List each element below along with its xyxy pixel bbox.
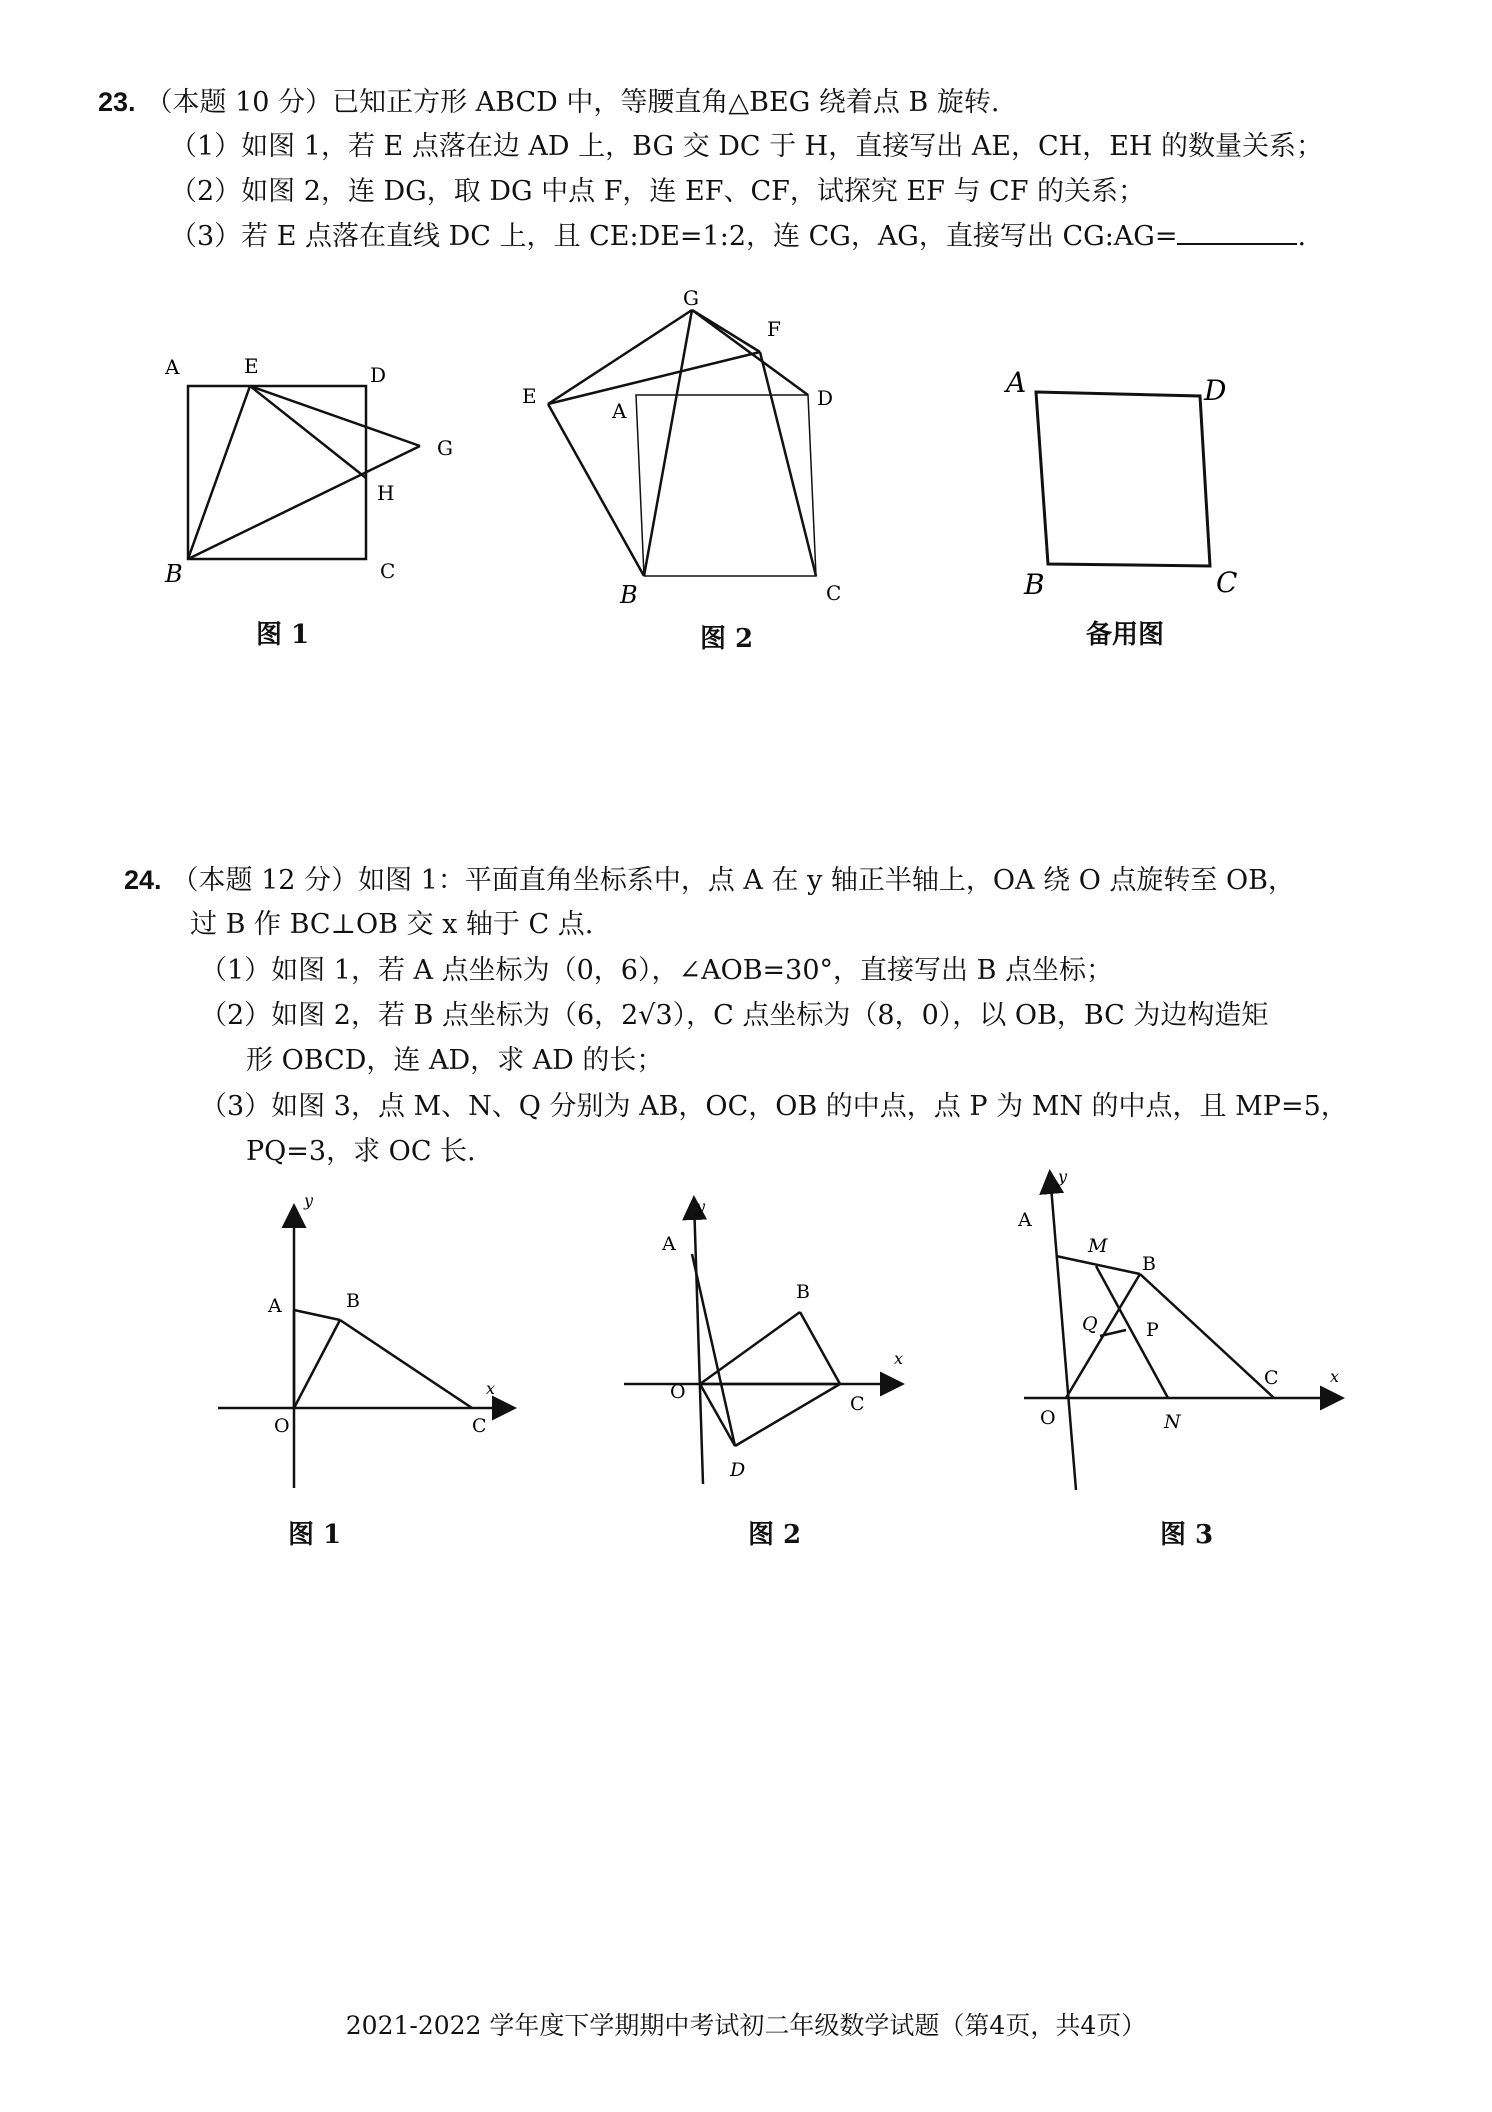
q24-fig1-caption: 图 1 [288, 1520, 342, 1550]
q24-fig3-label-M: M [1088, 1235, 1108, 1257]
q24-fig3-lines [1024, 1174, 1340, 1490]
q23-fig2-label-A: A [612, 399, 627, 423]
q23-fig2-label-E: E [522, 384, 537, 408]
q23-fig2-label-B: B [620, 581, 638, 609]
q24-fig2-label-O: O [670, 1381, 686, 1403]
q23-part3-end: . [1297, 221, 1307, 252]
q23-fig3-caption: 备用图 [1086, 620, 1165, 650]
page-footer: 2021-2022 学年度下学期期中考试初二年级数学试题（第4页，共4页） [345, 2011, 1147, 2040]
q24-fig1-lines [218, 1208, 512, 1488]
q23-number: 23. [98, 87, 136, 117]
q24-fig2-label-x: x [894, 1349, 904, 1368]
q24-part1: （1）如图 1，若 A 点坐标为（0，6），∠AOB=30°，直接写出 B 点坐标； [200, 955, 1114, 986]
q23-fig3-label-A: A [1006, 366, 1027, 399]
q23-fig2-label-F: F [767, 317, 781, 341]
q24-fig1-label-B: B [346, 1290, 360, 1312]
q24-fig2-label-A: A [662, 1233, 676, 1255]
q23-fig2-caption: 图 2 [700, 624, 754, 654]
q24-fig3-label-N: N [1164, 1411, 1181, 1433]
q23-fig2-label-C: C [826, 581, 842, 605]
q24-fig2-label-C: C [850, 1393, 865, 1415]
q23-fig3-label-D: D [1204, 374, 1227, 407]
q23-fig1-label-D: D [370, 363, 387, 387]
q24-fig3-label-O: O [1040, 1407, 1056, 1429]
q24-fig1-label-O: O [274, 1415, 290, 1437]
q23-part2: （2）如图 2，连 DG，取 DG 中点 F，连 EF、CF，试探究 EF 与 CF 的关系； [170, 176, 1146, 207]
q24-fig2-label-B: B [796, 1281, 810, 1303]
q24-fig3-caption: 图 3 [1160, 1520, 1214, 1550]
q24-fig3-label-A: A [1018, 1209, 1032, 1231]
q23-fig1-label-A: A [165, 355, 180, 379]
q24-part2a: （2）如图 2，若 B 点坐标为（6，2√3），C 点坐标为（8，0），以 OB，BC 为边构造矩 [200, 1000, 1269, 1031]
q23-fig3-label-C: C [1216, 566, 1238, 599]
q24-title-line2: 过 B 作 BC⊥OB 交 x 轴于 C 点. [190, 909, 594, 940]
q23-part1: （1）如图 1，若 E 点落在边 AD 上，BG 交 DC 于 H，直接写出 AE，CH，EH 的数量关系； [170, 131, 1324, 162]
q24-fig2-label-D: D [730, 1459, 746, 1481]
q24-fig3-label-B: B [1142, 1253, 1156, 1275]
q23-fig3-label-B: B [1024, 568, 1045, 601]
q24-fig3-label-C: C [1264, 1367, 1279, 1389]
q24-part3a: （3）如图 3，点 M、N、Q 分别为 AB，OC，OB 的中点，点 P 为 MN 的中点，且 MP=5， [200, 1091, 1348, 1122]
q23-fig2-label-D: D [817, 386, 834, 410]
q23-fig1-label-B: B [165, 560, 183, 588]
q24-fig1-label-x: x [486, 1379, 496, 1398]
q23-fig1-label-E: E [244, 354, 259, 378]
q24-fig3-label-P: P [1146, 1319, 1159, 1341]
q24-fig2-caption: 图 2 [748, 1520, 802, 1550]
q24-fig1-label-A: A [268, 1295, 282, 1317]
q24-fig2-label-y: y [696, 1197, 706, 1216]
q24-fig1-label-y: y [304, 1191, 314, 1210]
q24-title: （本题 12 分）如图 1：平面直角坐标系中，点 A 在 y 轴正半轴上，OA 绕 O 点旋转至 OB， [171, 865, 1295, 896]
q24-part2b: 形 OBCD，连 AD，求 AD 的长； [246, 1045, 664, 1076]
q23-part3-text: （3）若 E 点落在直线 DC 上，且 CE:DE=1:2，连 CG，AG，直接写出 CG:AG= [170, 221, 1178, 252]
q23-fig1-caption: 图 1 [256, 620, 310, 650]
q24-fig3-label-y: y [1058, 1167, 1068, 1186]
q23-fig1-label-C: C [380, 559, 396, 583]
q23-fig1-label-G: G [437, 436, 453, 460]
q24-part3b: PQ=3，求 OC 长. [246, 1136, 476, 1167]
q24-fig1-label-C: C [472, 1415, 487, 1437]
q24-fig3-label-Q: Q [1082, 1313, 1098, 1335]
q24-fig3-label-x: x [1330, 1367, 1340, 1386]
q23-fig2-label-G: G [683, 286, 699, 310]
q23-title: （本题 10 分）已知正方形 ABCD 中，等腰直角△BEG 绕着点 B 旋转. [145, 87, 1000, 118]
q24-number: 24. [124, 865, 162, 895]
q23-fig1-label-H: H [377, 481, 395, 505]
